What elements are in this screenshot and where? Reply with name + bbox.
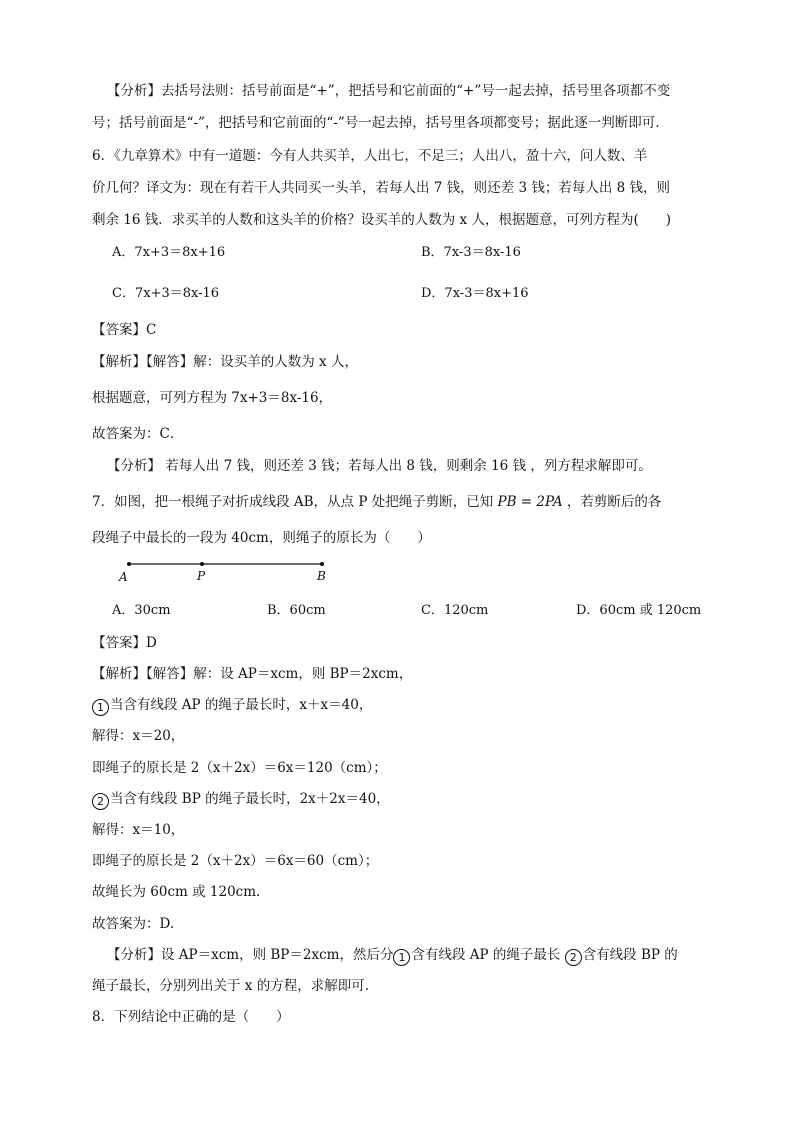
q7-solution-line-8: 故绳长为 60cm 或 120cm. [92, 884, 261, 900]
q7-option-d: D．60cm 或 120cm [576, 603, 702, 618]
q6-analysis: 【分析】 若每人出 7 钱，则还差 3 钱；若每人出 8 钱，则剩余 16 钱 ，列方程求解即可。 [107, 458, 652, 474]
q6-stem-line-3: 剩余 16 钱．求买羊的人数和这头羊的价格？设买羊的人数为 x 人，根据题意，可列方程为( ) [92, 212, 671, 228]
point-p-dot [200, 562, 204, 566]
q7-analysis-part-b: 含有线段 AP 的绳子最长 [411, 947, 561, 963]
q7-stem-line-2: 段绳子中最长的一段为 40cm，则绳子的原长为（ ） [92, 530, 431, 546]
q7-solution-line-6: 解得：x＝10， [92, 822, 185, 838]
q5-analysis-line-1: 【分析】去括号法则：括号前面是“+”，把括号和它前面的“+”号一起去掉，括号里各项都不变 [107, 83, 671, 99]
q7-analysis-line-1 [107, 945, 678, 966]
label-a: A [119, 570, 128, 584]
circled-number-2: 2 [92, 793, 109, 810]
q6-option-b: B．7x-3＝8x-16 [421, 245, 521, 260]
q7-analysis-line-2: 绳子最长，分别列出关于 x 的方程，求解即可. [92, 978, 369, 994]
label-b: B [317, 569, 326, 583]
q6-solution-line-2: 根据题意，可列方程为 7x+3＝8x-16， [92, 390, 333, 406]
q6-solution-line-3: 故答案为：C． [92, 426, 184, 442]
q7-solution-line-9: 故答案为：D. [92, 916, 175, 932]
q7-solution-line-2 [92, 695, 372, 716]
q7-segment-figure [125, 558, 335, 570]
q7-stem-math: PB = 2PA [497, 494, 563, 510]
q7-stem-line-1-pre: 7．如图，把一根绳子对折成线段 AB，从点 P 处把绳子剪断，已知 [92, 494, 494, 510]
q6-option-d: D．7x-3＝8x+16 [421, 286, 529, 301]
q8-stem-line-1: 8．下列结论中正确的是（ ） [92, 1009, 290, 1025]
q7-case-1-text: 当含有线段 AP 的绳子最长时，x＋x＝40， [110, 697, 373, 713]
q7-solution-line-7: 即绳子的原长是 2（x＋2x）＝6x＝60（cm）； [92, 853, 379, 869]
point-a-dot [127, 562, 131, 566]
q7-case-2-text: 当含有线段 BP 的绳子最长时，2x＋2x＝40， [110, 791, 390, 807]
q6-solution-line-1: 【解析】【解答】解：设买羊的人数为 x 人， [92, 354, 358, 370]
q5-analysis-line-2: 号；括号前面是“-”，把括号和它前面的“-”号一起去掉，括号里各项都变号；据此逐一判断即可. [92, 115, 660, 131]
q7-solution-line-3: 解得：x＝20， [92, 728, 185, 744]
circled-number-1b: 1 [393, 949, 410, 966]
label-p: P [197, 569, 206, 583]
q7-solution-line-4: 即绳子的原长是 2（x＋2x）＝6x＝120（cm）； [92, 760, 387, 776]
q6-option-c: C．7x+3＝8x-16 [112, 286, 220, 301]
q7-option-a: A．30cm [112, 603, 171, 618]
q7-option-b: B．60cm [267, 603, 326, 618]
q7-answer: 【答案】D [92, 635, 157, 651]
q7-stem-line-1-post: ，若剪断后的各 [566, 494, 662, 510]
circled-number-2b: 2 [565, 949, 582, 966]
q7-stem-line-1 [92, 492, 661, 512]
q7-solution-line-1: 【解析】【解答】解：设 AP＝xcm，则 BP＝2xcm， [92, 666, 413, 682]
q6-option-a: A．7x+3＝8x+16 [112, 245, 226, 260]
q7-option-c: C．120cm [421, 603, 489, 618]
q6-stem-line-1: 6．《九章算术》中有一道题：今有人共买羊，人出七，不足三；人出八，盈十六，问人数、羊 [92, 148, 648, 164]
q6-stem-line-2: 价几何？译文为：现在有若干人共同买一头羊，若每人出 7 钱，则还差 3 钱；若每人出 8 钱，则 [92, 180, 671, 196]
circled-number-1: 1 [92, 699, 109, 716]
point-b-dot [320, 562, 324, 566]
q7-solution-line-5 [92, 789, 390, 810]
q7-analysis-part-a: 【分析】设 AP＝xcm，则 BP＝2xcm，然后分 [107, 947, 394, 963]
q6-answer: 【答案】C [92, 322, 157, 338]
q7-analysis-part-c: 含有线段 BP 的 [582, 947, 678, 963]
